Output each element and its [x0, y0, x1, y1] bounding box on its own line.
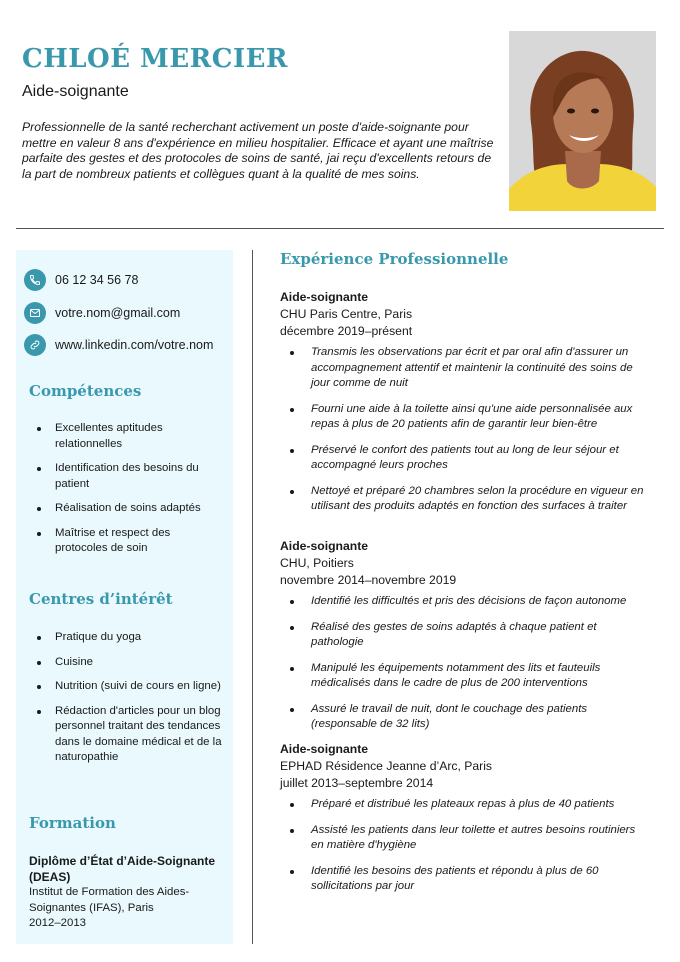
email-address[interactable]: votre.nom@gmail.com	[55, 306, 181, 320]
list-item: Assuré le travail de nuit, dont le couchage des patients (responsable de 32 lits)	[280, 702, 650, 733]
profile-summary: Professionnelle de la santé recherchant activement un poste d'aide-soignante pour mettre en valeur 8 ans d'expérience en milieu hospitalier. Efficace et ayant une maîtrise parfaite des gestes et des protocoles de soins de santé, jai reçu d'excellents retours de la part de nombreux patients et collègues quant à la qualité de mes soins.	[22, 120, 494, 181]
resume-header	[0, 0, 680, 230]
job-dates: novembre 2014–novembre 2019	[280, 573, 457, 587]
link-icon	[24, 334, 46, 356]
interests-list	[29, 630, 225, 775]
interests-heading: Centres d’intérêt	[29, 590, 173, 608]
job-entry	[280, 741, 650, 905]
job-dates: juillet 2013–septembre 2014	[280, 776, 434, 790]
job-title: Aide-soignante	[280, 742, 369, 756]
list-item: Rédaction d'articles pour un blog personnel traitant des tendances dans le domaine médical et de la naturopathie	[29, 704, 225, 766]
job-employer: CHU Paris Centre, Paris	[280, 307, 413, 321]
list-item: Identification des besoins du patient	[29, 461, 225, 492]
list-item: Assisté les patients dans leur toilette et autres besoins routiniers en matière d'hygiène	[280, 823, 650, 854]
education-dates: 2012–2013	[29, 917, 87, 929]
skills-heading: Compétences	[29, 382, 142, 400]
job-entry	[280, 538, 650, 743]
job-bullets	[280, 345, 650, 515]
phone-number: 06 12 34 56 78	[55, 273, 139, 287]
school-name: Institut de Formation des Aides-Soignantes (IFAS), Paris	[29, 886, 190, 914]
list-item: Identifié les besoins des patients et répondu à plus de 60 sollicitations par jour	[280, 864, 650, 895]
job-title: Aide-soignante	[280, 539, 369, 553]
job-dates: décembre 2019–présent	[280, 324, 413, 338]
phone-icon	[24, 269, 46, 291]
candidate-name: CHLOÉ MERCIER	[22, 44, 289, 74]
list-item: Nettoyé et préparé 20 chambres selon la procédure en vigueur en utilisant des produits adaptés en fonction des surfaces à traiter	[280, 484, 650, 515]
job-employer: EPHAD Résidence Jeanne d’Arc, Paris	[280, 759, 493, 773]
job-title: Aide-soignante	[280, 290, 369, 304]
job-bullets	[280, 594, 650, 733]
education-heading: Formation	[29, 814, 116, 832]
mail-icon	[24, 302, 46, 324]
list-item: Nutrition (suivi de cours en ligne)	[29, 679, 225, 695]
profile-photo	[509, 31, 656, 211]
list-item: Cuisine	[29, 655, 225, 671]
list-item: Excellentes aptitudes relationnelles	[29, 421, 225, 452]
degree-name: Diplôme d’État d’Aide-Soignante (DEAS)	[29, 854, 216, 884]
education-entry	[29, 853, 225, 932]
list-item: Fourni une aide à la toilette ainsi qu'une aide personnalisée aux repas à plus de 20 patients afin de garantir leur bien-être	[280, 402, 650, 433]
list-item: Préparé et distribué les plateaux repas à plus de 40 patients	[280, 797, 650, 813]
list-item: Réalisation de soins adaptés	[29, 501, 225, 517]
list-item: Manipulé les équipements notamment des lits et fauteuils médicalisés dans le cadre de plus de 200 interventions	[280, 661, 650, 692]
list-item: Réalisé des gestes de soins adaptés à chaque patient et pathologie	[280, 620, 650, 651]
list-item: Pratique du yoga	[29, 630, 225, 646]
column-divider	[252, 250, 253, 944]
header-divider	[16, 228, 664, 229]
list-item: Préservé le confort des patients tout au long de leur séjour et accompagné leurs proches	[280, 443, 650, 474]
candidate-title: Aide-soignante	[22, 83, 129, 100]
contact-email	[24, 302, 180, 324]
linkedin-url[interactable]: www.linkedin.com/votre.nom	[55, 338, 214, 352]
contact-phone	[24, 269, 138, 291]
sidebar	[16, 250, 233, 944]
job-employer: CHU, Poitiers	[280, 556, 354, 570]
job-entry	[280, 289, 650, 525]
list-item: Maîtrise et respect des protocoles de soin	[29, 526, 225, 557]
contact-linkedin	[24, 334, 213, 356]
skills-list	[29, 421, 225, 566]
experience-heading: Expérience Professionnelle	[280, 250, 509, 268]
portrait-illustration	[509, 31, 656, 211]
job-bullets	[280, 797, 650, 895]
list-item: Identifié les difficultés et pris des décisions de façon autonome	[280, 594, 650, 610]
list-item: Transmis les observations par écrit et par oral afin d'assurer un accompagnement attentif et maintenir la continuité des soins de jour comme de nuit	[280, 345, 650, 392]
